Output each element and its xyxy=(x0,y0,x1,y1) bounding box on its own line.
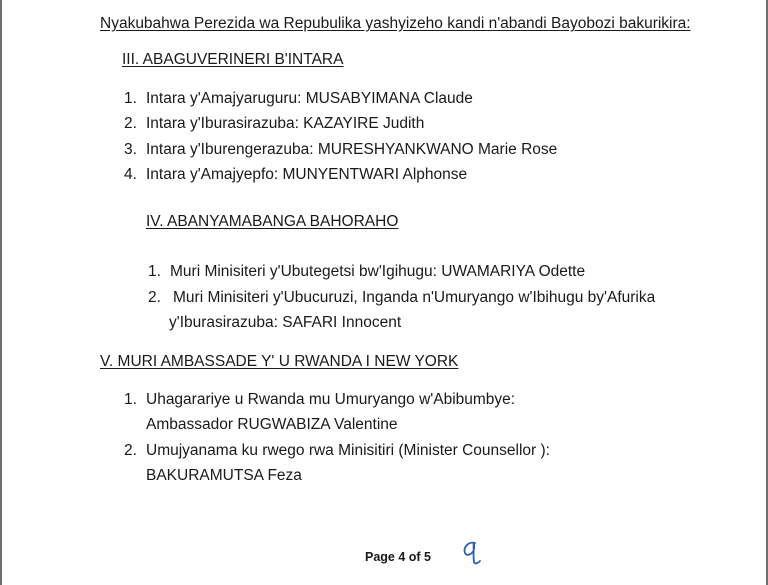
intro-text: Nyakubahwa Perezida wa Repubulika yashyizeho kandi n'abandi Bayobozi bakurikira: xyxy=(100,15,691,32)
section-3-item-2 xyxy=(124,114,425,134)
section-4-heading: IV. ABANYAMABANGA BAHORAHO xyxy=(146,213,399,230)
list-number: 1. xyxy=(124,391,137,408)
section-4-item-1 xyxy=(148,262,586,282)
section-3-heading: III. ABAGUVERINERI B'INTARA xyxy=(122,51,344,68)
handwritten-initial-icon xyxy=(460,538,482,566)
list-number: 3. xyxy=(124,141,137,158)
list-number: 2. xyxy=(124,115,137,132)
list-text: Muri Minisiteri y'Ubucuruzi, Inganda n'Umuryango w'Ibihugu by'Afurika xyxy=(173,289,656,306)
list-text: Intara y'Iburasirazuba: KAZAYIRE Judith xyxy=(146,115,425,132)
section-5-item-2 xyxy=(124,441,550,461)
section-4-item-2 xyxy=(148,288,656,308)
list-text: Intara y'Amajyepfo: MUNYENTWARI Alphonse xyxy=(146,166,468,183)
section-5-item-1 xyxy=(124,390,516,410)
section-5-item-1-continuation: Ambassador RUGWABIZA Valentine xyxy=(146,416,398,433)
list-text: Intara y'Amajyaruguru: MUSABYIMANA Claude xyxy=(146,90,473,107)
section-5-heading: V. MURI AMBASSADE Y' U RWANDA I NEW YORK xyxy=(100,353,459,370)
list-text: Muri Minisiteri y'Ubutegetsi bw'Igihugu: UWAMARIYA Odette xyxy=(170,263,586,280)
section-5-item-2-continuation: BAKURAMUTSA Feza xyxy=(146,467,302,484)
list-number: 1. xyxy=(124,90,137,107)
section-3-item-3 xyxy=(124,140,558,160)
section-4-item-2-continuation: y'Iburasirazuba: SAFARI Innocent xyxy=(169,314,402,331)
list-text: Umujyanama ku rwego rwa Minisitiri (Minister Counsellor ): xyxy=(146,442,550,459)
list-text: Uhagarariye u Rwanda mu Umuryango w'Abibumbye: xyxy=(146,391,516,408)
page-number: Page 4 of 5 xyxy=(365,550,431,564)
section-3-item-4 xyxy=(124,165,468,185)
list-number: 2. xyxy=(148,289,161,306)
section-3-item-1 xyxy=(124,89,473,109)
list-number: 1. xyxy=(148,263,161,280)
list-number: 2. xyxy=(124,442,137,459)
list-number: 4. xyxy=(124,166,137,183)
list-text: Intara y'Iburengerazuba: MURESHYANKWANO Marie Rose xyxy=(146,141,558,158)
